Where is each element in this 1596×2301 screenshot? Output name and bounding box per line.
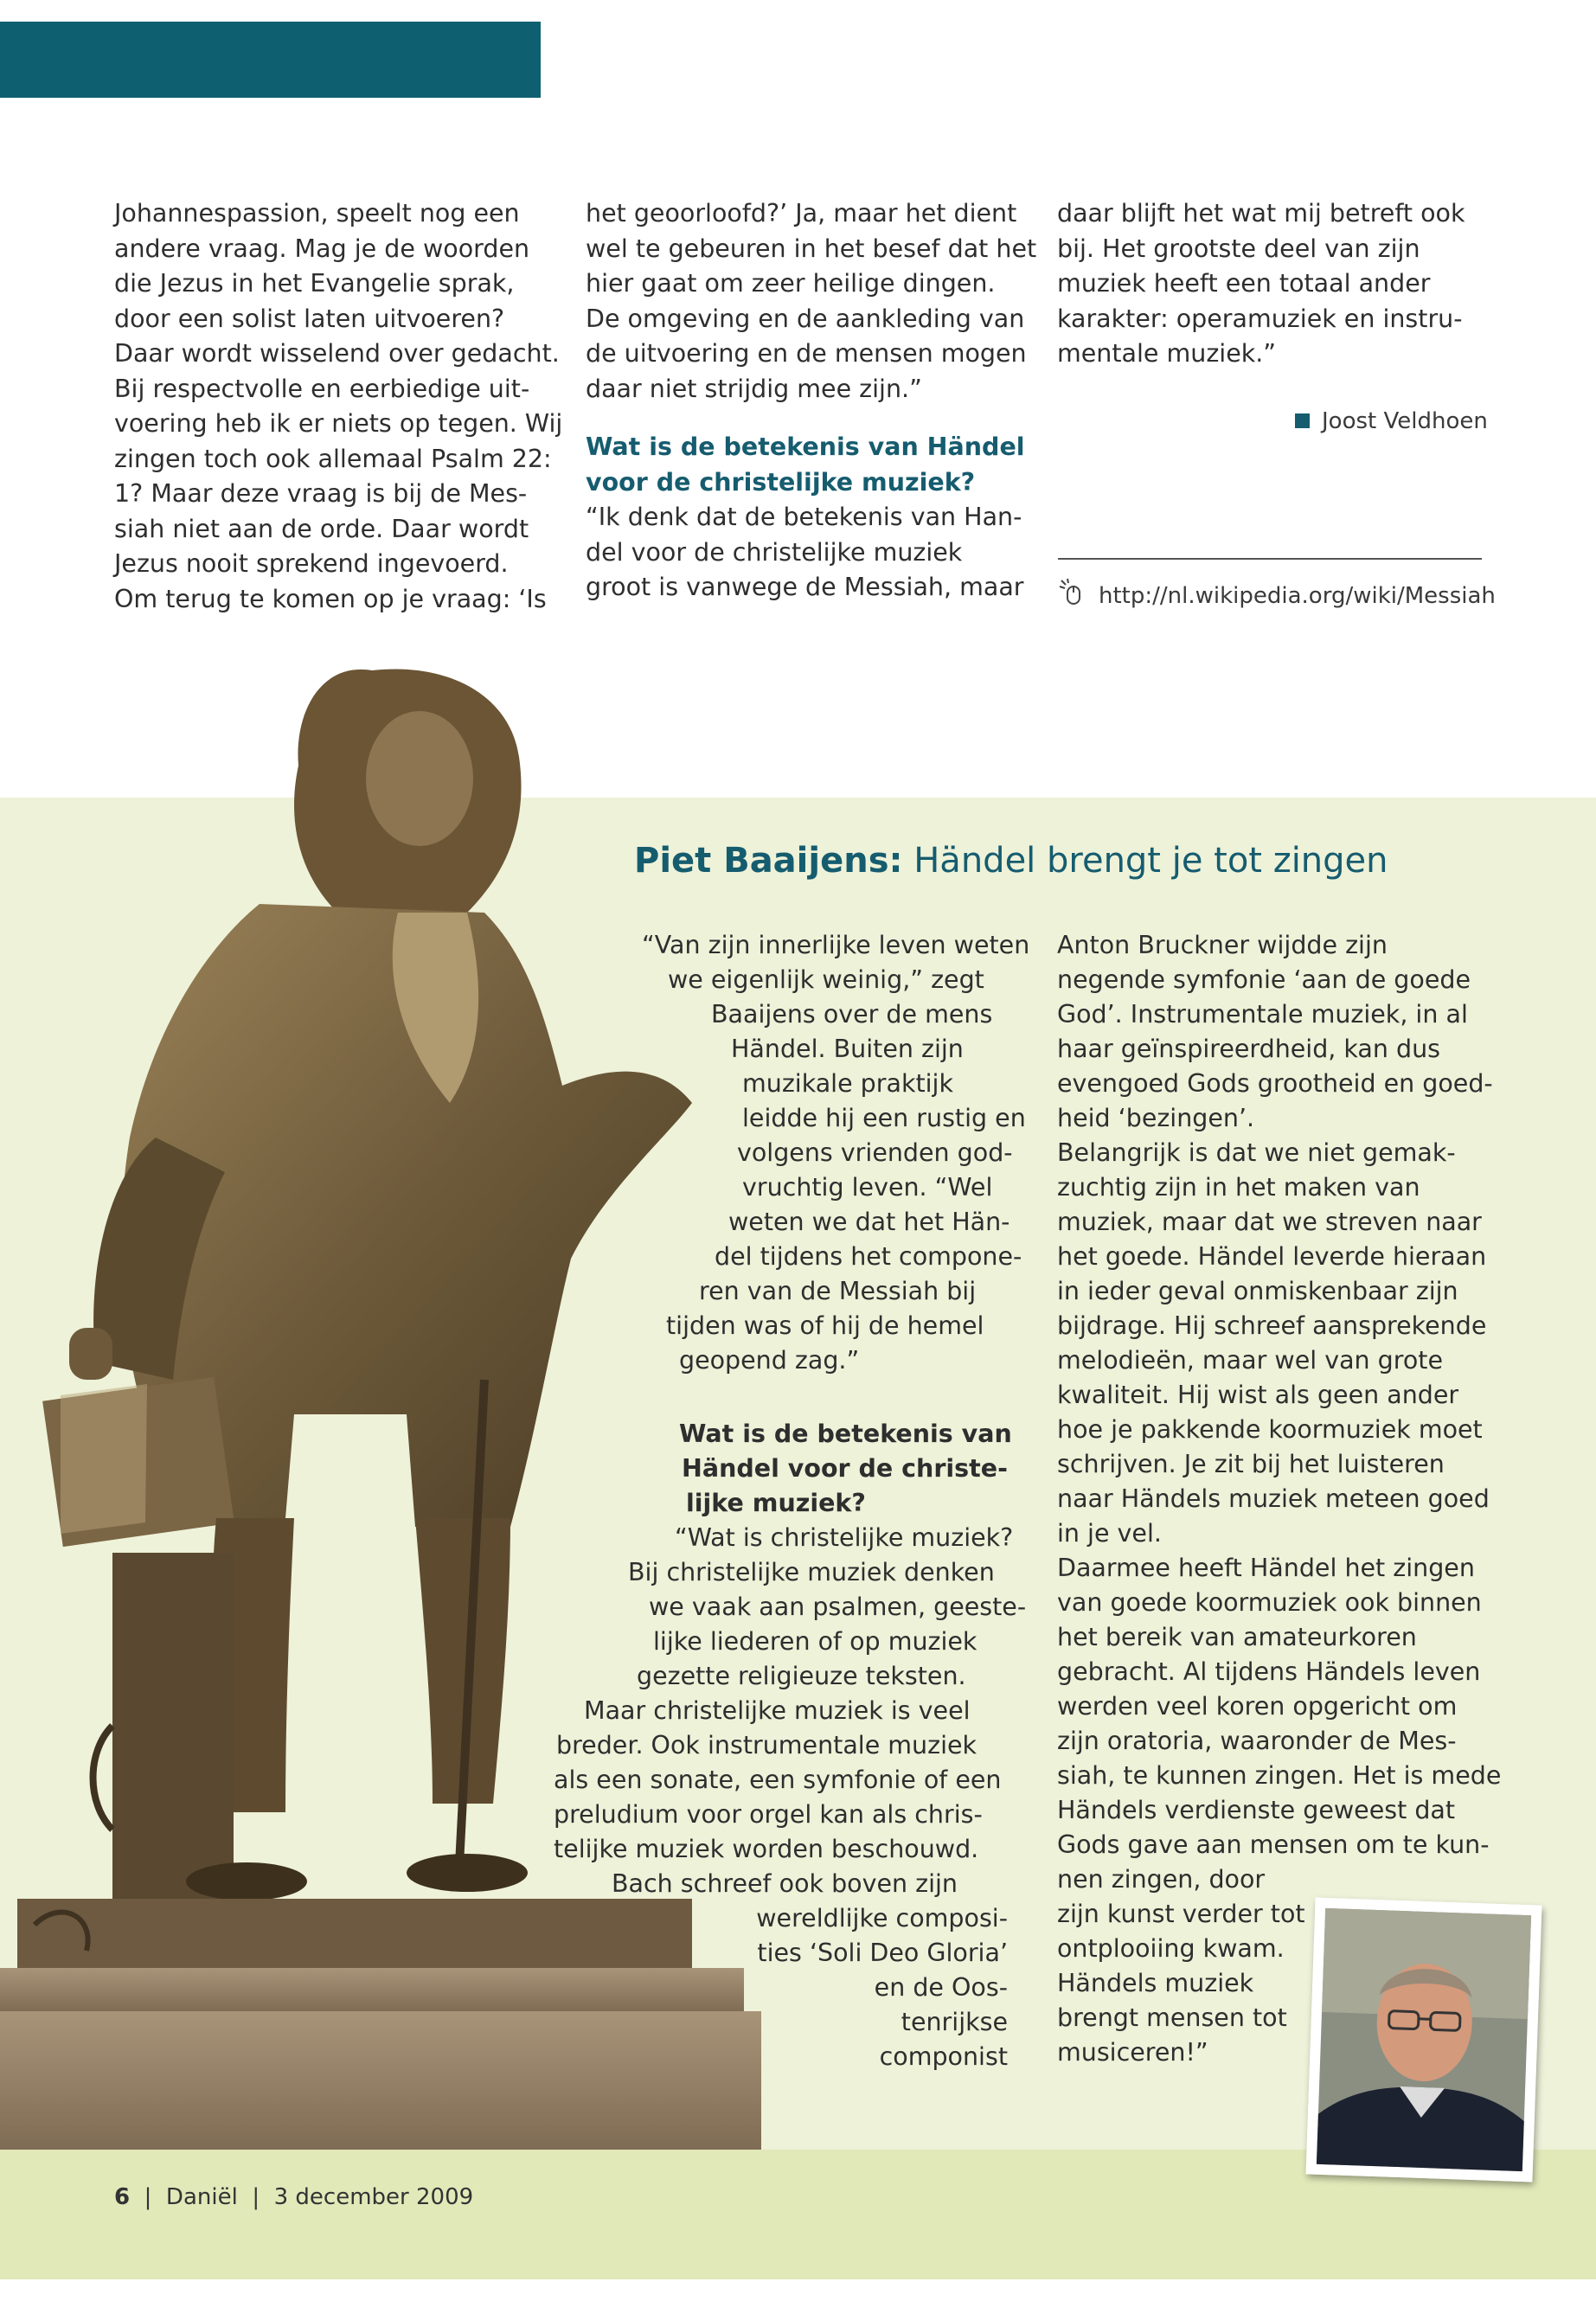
text-line: volgens vrienden god- <box>737 1138 1013 1167</box>
text-line: van goede koormuziek ook binnen <box>1057 1588 1482 1617</box>
text-line: melodieën, maar wel van grote <box>1057 1346 1443 1375</box>
article-column-3 <box>1057 196 1465 372</box>
text-line: muziek, maar dat we streven naar <box>1057 1208 1482 1236</box>
interview-left-text-2 <box>554 1521 1027 1901</box>
text-line: bijdrage. Hij schreef aansprekende <box>1057 1311 1487 1340</box>
divider <box>1058 558 1482 560</box>
text-line: die Jezus in het Evangelie sprak, <box>114 269 515 298</box>
text-line: del voor de christelijke muziek <box>586 537 963 567</box>
text-line: De omgeving en de aankleding van <box>586 304 1025 333</box>
text-line: als een sonate, een symfonie of een <box>554 1766 1002 1794</box>
question-line: Wat is de betekenis van Händel <box>586 433 1025 461</box>
text-line: nen zingen, door <box>1057 1865 1266 1894</box>
text-line: “Van zijn innerlijke leven weten <box>642 931 1030 959</box>
text-line: in je vel. <box>1057 1519 1162 1548</box>
text-line: del tijdens het compone- <box>715 1242 1022 1271</box>
author-credit <box>1295 408 1488 434</box>
text-line: tenrijkse <box>901 2008 1008 2036</box>
interview-left-text-3 <box>554 1901 1008 2074</box>
text-line: tijden was of hij de hemel <box>666 1311 984 1340</box>
text-line: daar niet strijdig mee zijn.” <box>586 374 922 403</box>
text-line: Jezus nooit sprekend ingevoerd. <box>114 549 509 578</box>
text-line: wel te gebeuren in het besef dat het <box>586 234 1037 263</box>
text-line: Händel. Buiten zijn <box>731 1035 964 1063</box>
text-line: Wat is de betekenis van <box>679 1420 1012 1448</box>
text-line: door een solist laten uitvoeren? <box>114 304 505 333</box>
header-color-bar <box>0 22 541 98</box>
text-line: Anton Bruckner wijdde zijn <box>1057 931 1388 959</box>
text-line: evengoed Gods grootheid en goed- <box>1057 1069 1493 1098</box>
text-line: de uitvoering en de mensen mogen <box>586 339 1027 368</box>
text-line: het geoorloofd?’ Ja, maar het dient <box>586 199 1017 228</box>
text-line: preludium voor orgel kan als chris- <box>554 1800 983 1829</box>
text-line: schrijven. Je zit bij het luisteren <box>1057 1450 1445 1478</box>
text-line: Händel voor de christe- <box>682 1454 1008 1483</box>
text-line: Daar wordt wisselend over gedacht. <box>114 339 560 368</box>
text-line: Daarmee heeft Händel het zingen <box>1057 1554 1475 1582</box>
interview-question <box>679 1417 1012 1521</box>
text-line: musiceren!” <box>1057 2038 1208 2067</box>
page-footer: 6 | Daniël | 3 december 2009 <box>114 2184 474 2210</box>
text-line: muzikale praktijk <box>742 1069 953 1098</box>
text-line: siah, te kunnen zingen. Het is mede <box>1057 1761 1502 1790</box>
question-line: voor de christelijke muziek? <box>586 467 976 497</box>
text-line: kwaliteit. Hij wist als geen ander <box>1057 1381 1459 1409</box>
text-line: we eigenlijk weinig,” zegt <box>668 965 984 994</box>
text-line: siah niet aan de orde. Daar wordt <box>114 514 529 543</box>
text-line: Maar christelijke muziek is veel <box>584 1696 971 1725</box>
text-line: zijn kunst verder tot <box>1057 1900 1305 1928</box>
piet-baaijens-photo <box>1305 1898 1542 2182</box>
text-line: Belangrijk is dat we niet gemak- <box>1057 1138 1456 1167</box>
magazine-name: Daniël <box>165 2184 238 2210</box>
text-line: componist <box>879 2042 1008 2071</box>
article-column-2 <box>586 196 1036 606</box>
interview-left-text <box>554 928 1030 1378</box>
article-column-1 <box>114 196 562 617</box>
text-line: zuchtig zijn in het maken van <box>1057 1173 1420 1202</box>
text-line: leidde hij een rustig en <box>742 1104 1026 1132</box>
text-line: lijke muziek? <box>686 1489 866 1517</box>
text-line: ties ‘Soli Deo Gloria’ <box>757 1939 1008 1967</box>
text-line: zijn oratoria, waaronder de Mes- <box>1057 1727 1457 1755</box>
text-line: we vaak aan psalmen, geeste- <box>649 1593 1027 1621</box>
text-line: ren van de Messiah bij <box>699 1277 977 1305</box>
text-line: en de Oos- <box>874 1973 1008 2002</box>
text-line: brengt mensen tot <box>1057 2003 1287 2032</box>
text-line: Gods gave aan mensen om te kun- <box>1057 1830 1490 1859</box>
mouse-click-icon <box>1057 578 1086 607</box>
text-line: God’. Instrumentale muziek, in al <box>1057 1000 1468 1029</box>
text-line: Bij christelijke muziek denken <box>628 1558 995 1586</box>
text-line: het goede. Händel leverde hieraan <box>1057 1242 1487 1271</box>
text-line: muziek heeft een totaal ander <box>1057 269 1431 298</box>
text-line: voering heb ik er niets op tegen. Wij <box>114 409 563 438</box>
text-line: geopend zag.” <box>679 1346 860 1375</box>
text-line: telijke muziek worden beschouwd. <box>554 1835 979 1863</box>
text-line: 1? Maar deze vraag is bij de Mes- <box>114 479 528 508</box>
text-line: groot is vanwege de Messiah, maar <box>586 573 1024 601</box>
text-line: werden veel koren opgericht om <box>1057 1692 1458 1721</box>
text-line: heid ‘bezingen’. <box>1057 1104 1255 1132</box>
page-number: 6 <box>114 2184 131 2210</box>
text-line: “Ik denk dat de betekenis van Han- <box>586 503 1022 531</box>
text-line: gezette religieuze teksten. <box>637 1662 966 1690</box>
text-line: karakter: operamuziek en instru- <box>1057 304 1463 333</box>
text-line: breder. Ook instrumentale muziek <box>556 1731 977 1759</box>
square-bullet-icon <box>1295 413 1310 428</box>
text-line: Baaijens over de mens <box>711 1000 993 1029</box>
text-line: Johannespassion, speelt nog een <box>114 199 520 228</box>
text-line: negende symfonie ‘aan de goede <box>1057 965 1471 994</box>
text-line: andere vraag. Mag je de woorden <box>114 234 530 263</box>
text-line: ontplooiing kwam. <box>1057 1934 1285 1963</box>
text-line: weten we dat het Hän- <box>728 1208 1010 1236</box>
interview-right-text <box>1057 928 1501 2070</box>
text-line: Händels verdienste geweest dat <box>1057 1796 1456 1824</box>
text-line: “Wat is christelijke muziek? <box>675 1523 1014 1552</box>
text-line: bij. Het grootste deel van zijn <box>1057 234 1420 263</box>
text-line: Om terug te komen op je vraag: ‘Is <box>114 584 547 613</box>
wikipedia-link[interactable]: http://nl.wikipedia.org/wiki/Messiah <box>1099 583 1496 609</box>
text-line: in ieder geval onmiskenbaar zijn <box>1057 1277 1458 1305</box>
text-line: Bach schreef ook boven zijn <box>612 1869 958 1898</box>
text-line: naar Händels muziek meteen goed <box>1057 1484 1490 1513</box>
text-line: haar geïnspireerdheid, kan dus <box>1057 1035 1441 1063</box>
section-heading: Piet Baaijens: Händel brengt je tot zingen <box>634 841 1388 881</box>
text-line: wereldlijke composi- <box>756 1904 1008 1932</box>
issue-date: 3 december 2009 <box>273 2184 474 2210</box>
text-line: vruchtig leven. “Wel <box>742 1173 993 1202</box>
text-line: hoe je pakkende koormuziek moet <box>1057 1415 1483 1444</box>
text-line: Händels muziek <box>1057 1969 1254 1997</box>
text-line: lijke liederen of op muziek <box>653 1627 977 1656</box>
author-name: Joost Veldhoen <box>1322 408 1488 434</box>
text-line: mentale muziek.” <box>1057 339 1277 368</box>
text-line: hier gaat om zeer heilige dingen. <box>586 269 996 298</box>
text-line: zingen toch ook allemaal Psalm 22: <box>114 444 552 473</box>
text-line: daar blijft het wat mij betreft ook <box>1057 199 1465 228</box>
text-line: het bereik van amateurkoren <box>1057 1623 1417 1651</box>
text-line: gebracht. Al tijdens Händels leven <box>1057 1657 1481 1686</box>
text-line: Bij respectvolle en eerbiedige uit- <box>114 374 530 403</box>
